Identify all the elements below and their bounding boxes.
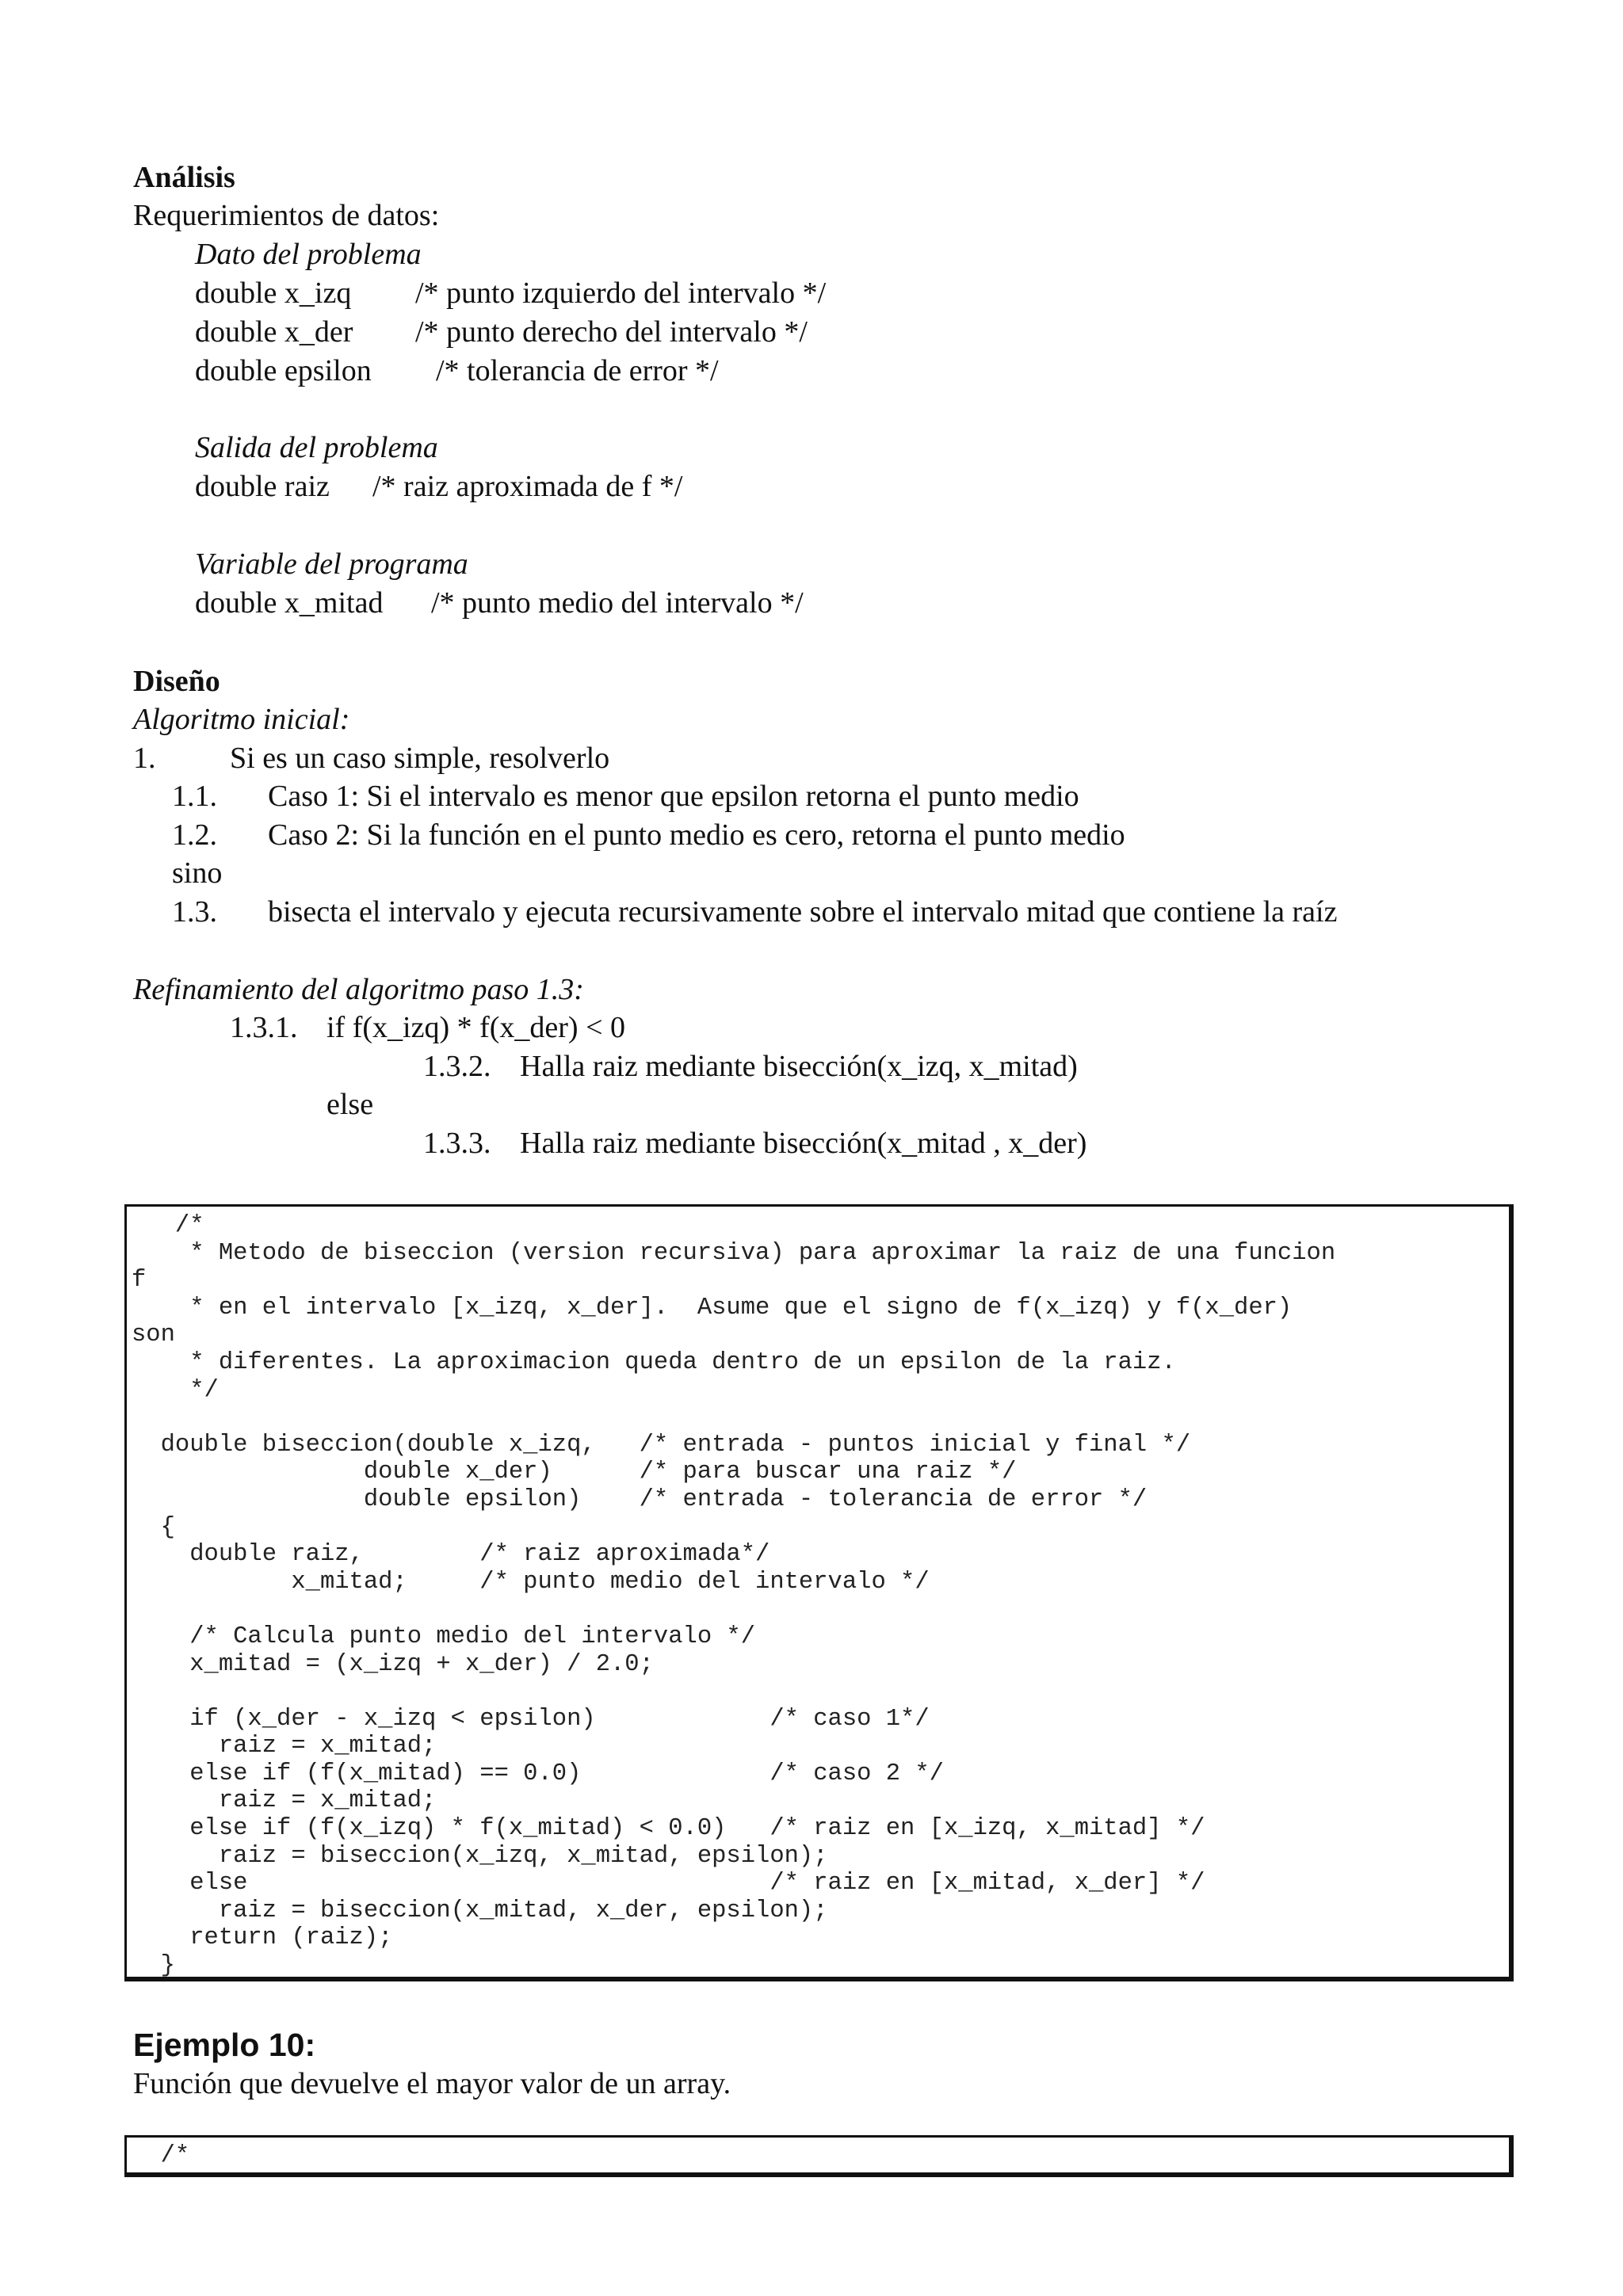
code-line: /* Calcula punto medio del intervalo */: [132, 1623, 756, 1650]
step-number: 1.: [133, 742, 156, 775]
dato-comment: /* punto derecho del intervalo */: [415, 315, 808, 349]
code-lines: [132, 1212, 1335, 1980]
step-text: Si es un caso simple, resolverlo: [230, 742, 610, 775]
code-line: /*: [132, 1212, 204, 1239]
dato-decl: double x_izq: [195, 277, 352, 310]
step-text: Halla raiz mediante bisección(x_mitad , x_der): [520, 1127, 1087, 1160]
salida-comment: /* raiz aproximada de f */: [372, 470, 683, 503]
variable-decl: double x_mitad: [195, 586, 384, 620]
dato-problema-heading: Dato del problema: [195, 238, 422, 271]
step-number: 1.3.: [172, 895, 217, 929]
variable-programa-heading: Variable del programa: [195, 547, 468, 581]
code-line: {: [132, 1513, 175, 1541]
requerimientos-label: Requerimientos de datos:: [133, 199, 440, 232]
step-text: bisecta el intervalo y ejecuta recursivamente sobre el intervalo mitad que contiene la raíz: [268, 895, 1338, 929]
step-number: 1.3.2.: [423, 1050, 491, 1083]
code-line: * Metodo de biseccion (version recursiva) para aproximar la raiz de una funcion: [132, 1239, 1336, 1267]
step-text: Caso 1: Si el intervalo es menor que epsilon retorna el punto medio: [268, 780, 1079, 813]
code-line: x_mitad = (x_izq + x_der) / 2.0;: [132, 1650, 654, 1678]
code-line: else if (f(x_mitad) == 0.0) /* caso 2 */: [132, 1760, 944, 1787]
code-block: [124, 1204, 1514, 1981]
code-line: son: [132, 1322, 175, 1349]
dato-comment: /* punto izquierdo del intervalo */: [415, 277, 827, 310]
step-number: 1.1.: [172, 780, 217, 813]
ejemplo-10-description: Función que devuelve el mayor valor de un array.: [133, 2067, 731, 2100]
dato-decl: double x_der: [195, 315, 353, 349]
step-text: Halla raiz mediante bisección(x_izq, x_mitad): [520, 1050, 1078, 1083]
code-line: [132, 1596, 1335, 1623]
code-line: else if (f(x_izq) * f(x_mitad) < 0.0) /* raiz en [x_izq, x_mitad] */: [132, 1815, 1205, 1843]
code-line: */: [132, 1376, 219, 1404]
code-line: x_mitad; /* punto medio del intervalo */: [132, 1568, 930, 1596]
code-line: [132, 1678, 1335, 1706]
code-line: double x_der) /* para buscar una raiz */: [132, 1459, 1017, 1486]
diseno-heading: Diseño: [133, 665, 220, 698]
dato-decl: double epsilon: [195, 354, 372, 387]
code-line: double raiz, /* raiz aproximada*/: [132, 1541, 770, 1569]
code-line: raiz = biseccion(x_mitad, x_der, epsilon);: [132, 1897, 828, 1924]
else-keyword: else: [327, 1088, 374, 1121]
code-line: raiz = x_mitad;: [132, 1733, 437, 1760]
refinamiento-heading: Refinamiento del algoritmo paso 1.3:: [133, 973, 584, 1006]
code-line: double biseccion(double x_izq, /* entrada - puntos inicial y final */: [132, 1431, 1191, 1459]
dato-comment: /* tolerancia de error */: [436, 354, 719, 387]
step-number: 1.2.: [172, 818, 217, 852]
code-line: * en el intervalo [x_izq, x_der]. Asume que el signo de f(x_izq) y f(x_der): [132, 1294, 1293, 1322]
code-line: * diferentes. La aproximacion queda dentro de un epsilon de la raiz.: [132, 1348, 1176, 1376]
code-line: double epsilon) /* entrada - tolerancia de error */: [132, 1486, 1148, 1513]
code-line: f: [132, 1267, 147, 1295]
code-line: else /* raiz en [x_mitad, x_der] */: [132, 1870, 1205, 1897]
step-number: 1.3.3.: [423, 1127, 491, 1160]
sino-keyword: sino: [172, 856, 223, 890]
code-line: return (raiz);: [132, 1924, 393, 1952]
code-line: [132, 1404, 1335, 1432]
analisis-heading: Análisis: [133, 161, 235, 194]
code-line: }: [132, 1952, 175, 1980]
salida-problema-heading: Salida del problema: [195, 431, 438, 464]
code-line: /*: [132, 2142, 190, 2169]
code-line: raiz = x_mitad;: [132, 1787, 437, 1815]
ejemplo-10-heading: Ejemplo 10:: [133, 2027, 316, 2063]
code-block-2: [124, 2135, 1514, 2177]
code-lines: [132, 2142, 189, 2170]
algoritmo-inicial-heading: Algoritmo inicial:: [133, 703, 350, 736]
variable-comment: /* punto medio del intervalo */: [431, 586, 804, 620]
step-text: if f(x_izq) * f(x_der) < 0: [327, 1011, 626, 1044]
step-text: Caso 2: Si la función en el punto medio es cero, retorna el punto medio: [268, 818, 1125, 852]
step-number: 1.3.1.: [230, 1011, 298, 1044]
salida-decl: double raiz: [195, 470, 330, 503]
code-line: if (x_der - x_izq < epsilon) /* caso 1*/: [132, 1705, 930, 1733]
code-line: raiz = biseccion(x_izq, x_mitad, epsilon);: [132, 1842, 828, 1870]
